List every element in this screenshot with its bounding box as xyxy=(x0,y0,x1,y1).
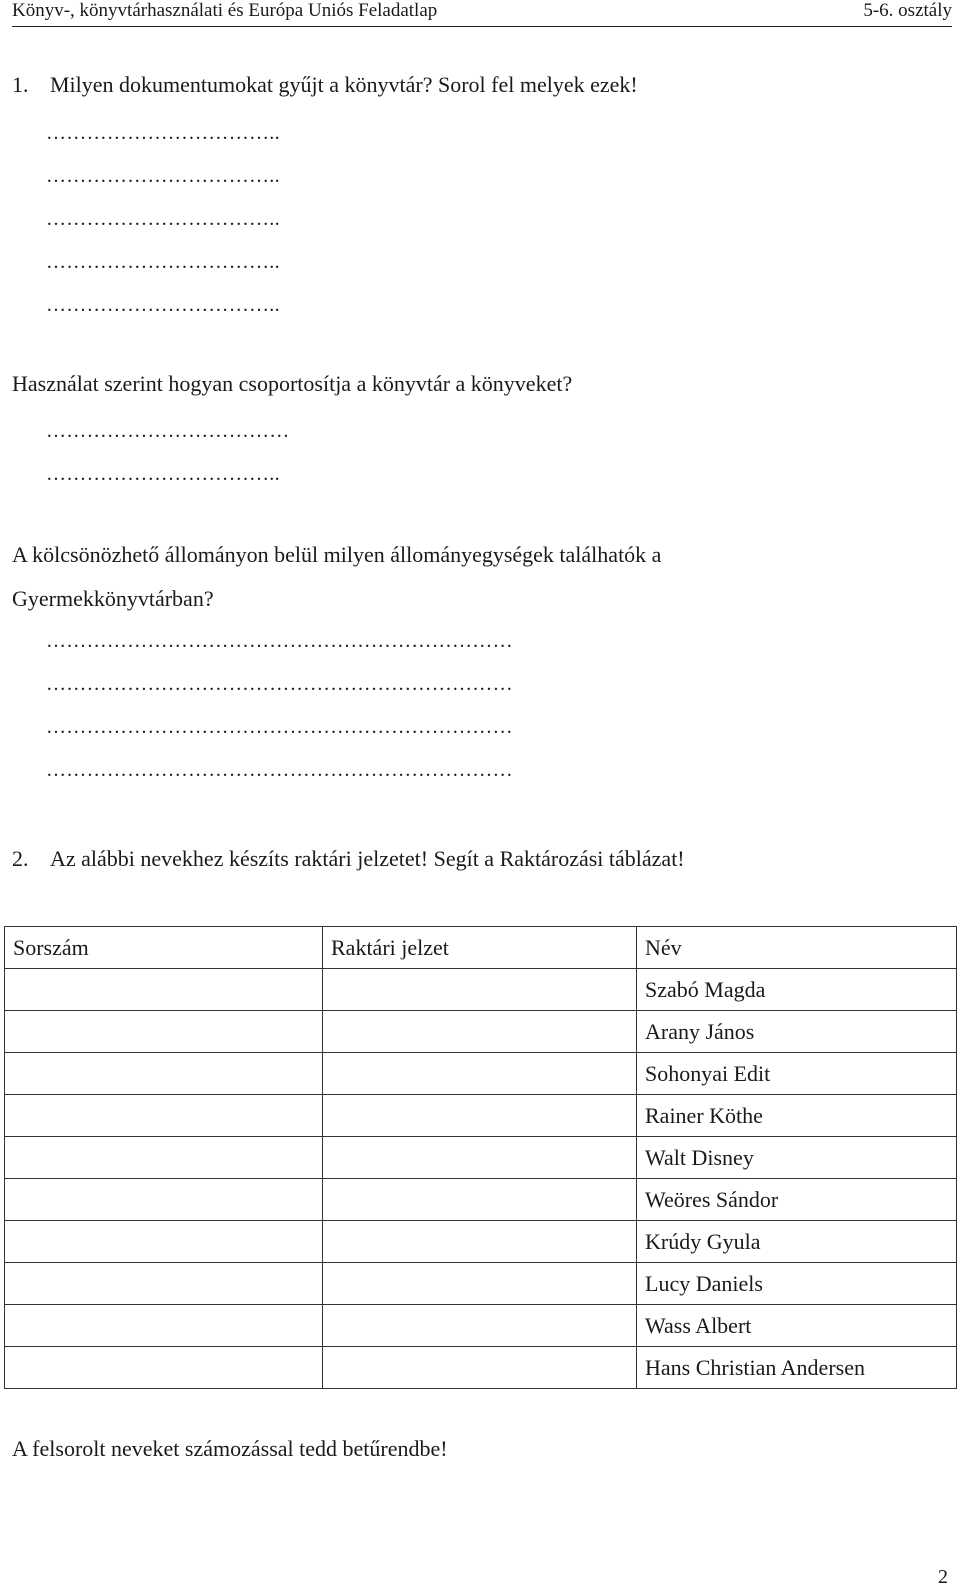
answer-line[interactable]: …………………………….. xyxy=(46,165,280,187)
name-cell: Walt Disney xyxy=(637,1137,957,1179)
table-row xyxy=(5,1053,957,1095)
name-cell: Szabó Magda xyxy=(637,969,957,1011)
table-header-row xyxy=(5,927,957,969)
table-row xyxy=(5,1011,957,1053)
shelfmark-cell[interactable] xyxy=(323,1011,637,1053)
question-2 xyxy=(12,846,685,872)
serial-cell[interactable] xyxy=(5,1263,323,1305)
question-2-number: 2. xyxy=(12,846,29,871)
name-cell: Hans Christian Andersen xyxy=(637,1347,957,1389)
table-row xyxy=(5,1095,957,1137)
answer-line[interactable]: …………………………….. xyxy=(46,122,280,144)
shelfmark-cell[interactable] xyxy=(323,1347,637,1389)
page-number: 2 xyxy=(938,1566,948,1588)
question-1-number: 1. xyxy=(12,72,29,97)
footer-instruction: A felsorolt neveket számozással tedd betűrendbe! xyxy=(12,1436,448,1461)
shelfmark-cell[interactable] xyxy=(323,1137,637,1179)
table-row xyxy=(5,1347,957,1389)
column-header-name: Név xyxy=(637,927,957,969)
table-row xyxy=(5,1137,957,1179)
serial-cell[interactable] xyxy=(5,1053,323,1095)
name-cell: Sohonyai Edit xyxy=(637,1053,957,1095)
shelfmark-cell[interactable] xyxy=(323,1053,637,1095)
table-row xyxy=(5,1263,957,1305)
answer-line[interactable]: ……………………………… xyxy=(46,420,290,442)
name-cell: Krúdy Gyula xyxy=(637,1221,957,1263)
shelfmark-table xyxy=(4,926,957,1389)
shelfmark-cell[interactable] xyxy=(323,969,637,1011)
serial-cell[interactable] xyxy=(5,1305,323,1347)
column-header-shelfmark: Raktári jelzet xyxy=(323,927,637,969)
shelfmark-cell[interactable] xyxy=(323,1221,637,1263)
serial-cell[interactable] xyxy=(5,1137,323,1179)
serial-cell[interactable] xyxy=(5,969,323,1011)
answer-line[interactable]: …………………………….. xyxy=(46,463,280,485)
shelfmark-cell[interactable] xyxy=(323,1263,637,1305)
grade-label: 5-6. osztály xyxy=(863,0,952,21)
shelfmark-cell[interactable] xyxy=(323,1179,637,1221)
answer-line[interactable]: …………………………………………………………… xyxy=(46,673,513,695)
table-row xyxy=(5,1179,957,1221)
shelfmark-cell[interactable] xyxy=(323,1305,637,1347)
page-header xyxy=(12,0,952,27)
answer-line[interactable]: …………………………….. xyxy=(46,251,280,273)
shelfmark-cell[interactable] xyxy=(323,1095,637,1137)
table-row xyxy=(5,1221,957,1263)
name-cell: Wass Albert xyxy=(637,1305,957,1347)
name-cell: Weöres Sándor xyxy=(637,1179,957,1221)
serial-cell[interactable] xyxy=(5,1011,323,1053)
worksheet-title: Könyv-, könyvtárhasználati és Európa Uniós Feladatlap xyxy=(12,0,438,21)
answer-line[interactable]: …………………………….. xyxy=(46,208,280,230)
answer-line[interactable]: …………………………………………………………… xyxy=(46,759,513,781)
table-row xyxy=(5,1305,957,1347)
question-2-text: Az alábbi nevekhez készíts raktári jelzetet! Segít a Raktározási táblázat! xyxy=(50,846,685,871)
question-1 xyxy=(12,72,638,98)
column-header-serial: Sorszám xyxy=(5,927,323,969)
question-children-library-line2: Gyermekkönyvtárban? xyxy=(12,586,214,611)
table-row xyxy=(5,969,957,1011)
answer-line[interactable]: …………………………………………………………… xyxy=(46,630,513,652)
serial-cell[interactable] xyxy=(5,1221,323,1263)
answer-line[interactable]: …………………………………………………………… xyxy=(46,716,513,738)
question-grouping-text: Használat szerint hogyan csoportosítja a könyvtár a könyveket? xyxy=(12,371,573,396)
serial-cell[interactable] xyxy=(5,1095,323,1137)
name-cell: Lucy Daniels xyxy=(637,1263,957,1305)
serial-cell[interactable] xyxy=(5,1179,323,1221)
question-1-text: Milyen dokumentumokat gyűjt a könyvtár? Sorol fel melyek ezek! xyxy=(50,72,638,97)
serial-cell[interactable] xyxy=(5,1347,323,1389)
name-cell: Rainer Köthe xyxy=(637,1095,957,1137)
question-children-library-line1: A kölcsönözhető állományon belül milyen állományegységek találhatók a xyxy=(12,542,662,567)
name-cell: Arany János xyxy=(637,1011,957,1053)
answer-line[interactable]: …………………………….. xyxy=(46,294,280,316)
